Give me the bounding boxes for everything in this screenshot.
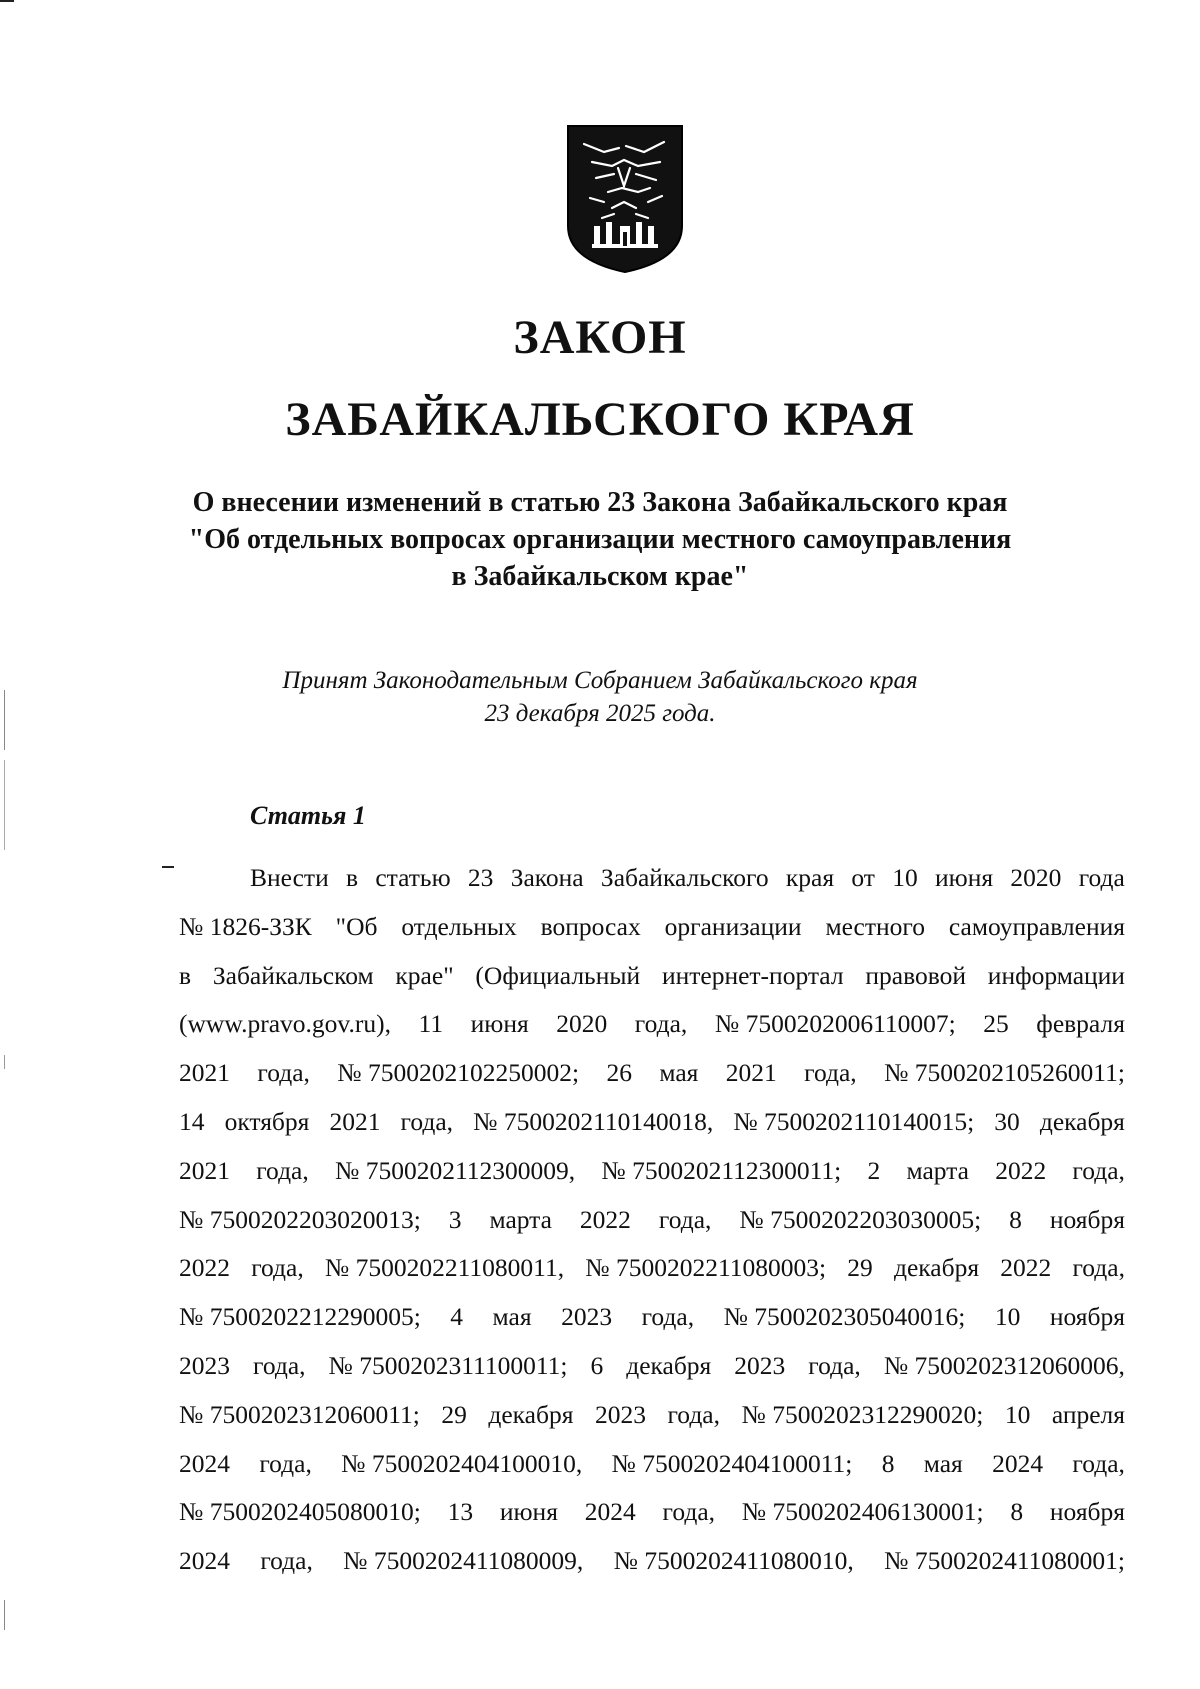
body-word: № 7500202006110007; — [714, 1009, 956, 1039]
body-word: 2022 — [179, 1253, 230, 1283]
body-word: года, — [804, 1058, 857, 1088]
body-word: года, — [257, 1058, 310, 1088]
body-word: информации — [987, 960, 1125, 990]
body-word: № 7500202112300011; — [601, 1155, 842, 1185]
body-word: мая — [659, 1058, 699, 1088]
body-word: года, — [400, 1106, 454, 1136]
subtitle-line: "Об отдельных вопросах организации местного самоуправления — [188, 524, 1012, 555]
body-word: 29 — [847, 1253, 873, 1283]
body-word: года, — [667, 1399, 720, 1429]
body-line — [179, 1293, 1125, 1342]
body-word: № 7500202102250002; — [337, 1058, 580, 1088]
body-word: интернет-портал — [661, 960, 844, 990]
body-word: Закона — [510, 863, 584, 892]
body-line — [179, 1244, 1125, 1293]
body-line — [179, 903, 1125, 952]
body-word: 10 — [892, 863, 918, 892]
body-word: декабря — [488, 1399, 574, 1429]
scan-mark — [4, 1055, 5, 1069]
body-word: № 7500202105260011; — [884, 1058, 1125, 1088]
body-word: 29 — [441, 1399, 467, 1429]
body-word: октября — [224, 1106, 310, 1136]
body-word: 2024 — [584, 1497, 636, 1527]
body-word: 2021 — [179, 1155, 230, 1185]
body-word: 3 — [448, 1204, 462, 1234]
body-word: года, — [259, 1448, 312, 1478]
body-word: года, — [1072, 1448, 1125, 1478]
body-word: № 7500202311100011; — [328, 1350, 568, 1380]
body-line — [179, 1147, 1125, 1196]
body-word: № 7500202404100011; — [611, 1448, 853, 1478]
body-word: мая — [492, 1302, 532, 1332]
body-word: правовой — [865, 960, 966, 990]
body-word: 2023 — [734, 1350, 786, 1380]
body-word: № 7500202406130001; — [741, 1497, 984, 1527]
body-word: июня — [470, 1009, 529, 1039]
body-word: 2020 — [556, 1009, 608, 1039]
body-word: самоуправления — [948, 911, 1125, 941]
body-word: Забайкальском — [212, 960, 374, 990]
body-line — [179, 1391, 1125, 1440]
body-word: 2023 — [594, 1399, 646, 1429]
body-word: "Об — [335, 911, 378, 941]
body-word: № 1826-ЗЗК — [179, 911, 312, 941]
body-line — [179, 952, 1125, 1001]
body-word: года, — [256, 1155, 309, 1185]
law-subtitle — [150, 484, 1050, 595]
body-line — [179, 1196, 1125, 1245]
body-word: 2023 — [561, 1302, 613, 1332]
body-word: 2022 — [995, 1155, 1047, 1185]
body-word: мая — [923, 1448, 963, 1478]
body-word: марта — [489, 1204, 552, 1234]
body-word: от — [851, 863, 875, 892]
scan-mark — [0, 0, 14, 2]
body-word: (www.pravo.gov.ru), — [179, 1009, 391, 1039]
body-word: вопросах — [540, 911, 641, 941]
body-word: 2022 — [1000, 1253, 1052, 1283]
body-word: 8 — [1010, 1497, 1024, 1527]
body-word: 13 — [447, 1497, 474, 1527]
body-word: № 7500202203030005; — [739, 1204, 982, 1234]
body-word: года, — [658, 1204, 712, 1234]
body-word: № 7500202312060006, — [883, 1350, 1125, 1380]
body-word: Внести — [250, 863, 329, 892]
body-word: 6 — [590, 1350, 604, 1380]
body-word: июня — [935, 863, 994, 892]
body-word: края — [785, 863, 835, 892]
body-word: 23 — [467, 863, 494, 892]
body-word: 26 — [606, 1058, 632, 1088]
body-word: апреля — [1051, 1399, 1125, 1429]
body-word: года, — [634, 1009, 688, 1039]
scan-mark — [4, 1600, 5, 1630]
body-word: № 7500202312290020; — [741, 1399, 984, 1429]
body-word: статью — [375, 863, 451, 892]
body-line — [179, 1000, 1125, 1049]
body-word: № 7500202411080009, — [343, 1546, 584, 1576]
body-word: № 7500202411080010, — [613, 1546, 854, 1576]
body-word: № 7500202404100010, — [341, 1448, 583, 1478]
body-word: 25 — [983, 1009, 1009, 1039]
body-word: № 7500202212290005; — [179, 1302, 421, 1332]
body-word: 8 — [881, 1448, 895, 1478]
scan-mark — [4, 690, 5, 750]
body-word: 2024 — [179, 1546, 230, 1576]
body-word: года — [1078, 863, 1125, 892]
body-word: года, — [808, 1350, 861, 1380]
body-line — [179, 854, 1125, 903]
body-word: 2024 — [179, 1448, 230, 1478]
subtitle-line: О внесении изменений в статью 23 Закона Забайкальского края — [192, 487, 1008, 518]
body-word: февраля — [1036, 1009, 1125, 1039]
body-word: (Официальный — [475, 960, 641, 990]
body-word: года, — [253, 1350, 306, 1380]
body-line — [179, 1440, 1125, 1489]
body-word: 2021 — [725, 1058, 777, 1088]
scan-mark — [4, 760, 5, 850]
body-word: № 7500202312060011; — [179, 1399, 420, 1429]
body-word: 2023 — [179, 1350, 230, 1380]
body-word: марта — [906, 1155, 969, 1185]
body-line — [179, 1342, 1125, 1391]
body-word: 2024 — [992, 1448, 1044, 1478]
adoption-line: 23 декабря 2025 года. — [484, 700, 716, 727]
body-word: 2022 — [579, 1204, 631, 1234]
body-word: года, — [251, 1253, 304, 1283]
body-word: июня — [499, 1497, 558, 1527]
body-word: 4 — [450, 1302, 464, 1332]
body-word: 2020 — [1010, 863, 1062, 892]
body-word: 10 — [1004, 1399, 1031, 1429]
body-word: организации — [664, 911, 802, 941]
body-line — [179, 1537, 1125, 1586]
article-body — [179, 854, 1125, 1586]
document-region: ЗАБАЙКАЛЬСКОГО КРАЯ — [285, 393, 915, 446]
body-word: 30 — [994, 1106, 1020, 1136]
body-line — [179, 1098, 1125, 1147]
body-word: ноября — [1049, 1302, 1125, 1332]
subtitle-line: в Забайкальском крае" — [451, 561, 749, 592]
body-word: № 7500202203020013; — [179, 1204, 421, 1234]
body-word: № 7500202405080010; — [179, 1497, 421, 1527]
body-word: декабря — [893, 1253, 980, 1283]
body-word: в — [346, 863, 359, 892]
body-word: ноября — [1049, 1204, 1125, 1234]
body-word: декабря — [1039, 1106, 1125, 1136]
body-word: № 7500202211080003; — [585, 1253, 827, 1283]
body-word: года, — [641, 1302, 695, 1332]
body-word: года, — [1072, 1155, 1125, 1185]
body-word: 2021 — [179, 1058, 230, 1088]
body-word: крае" — [395, 960, 454, 990]
body-word: года, — [1072, 1253, 1125, 1283]
adoption-line: Принят Законодательным Собранием Забайкальского края — [282, 667, 918, 694]
body-word: 8 — [1009, 1204, 1022, 1234]
body-word: № 7500202112300009, — [334, 1155, 576, 1185]
adoption-note — [150, 664, 1050, 730]
body-word: 14 — [179, 1106, 205, 1136]
body-word: Забайкальского — [600, 863, 769, 892]
body-word: 2 — [867, 1155, 881, 1185]
body-line — [179, 1488, 1125, 1537]
body-word: ноября — [1049, 1497, 1125, 1527]
body-word: декабря — [626, 1350, 712, 1380]
body-word: года, — [260, 1546, 313, 1576]
body-word: № 7500202411080001; — [884, 1546, 1125, 1576]
body-word: № 7500202110140018, — [473, 1106, 714, 1136]
body-word: 11 — [418, 1009, 444, 1039]
document-title: ЗАКОН — [513, 311, 687, 364]
body-word: № 7500202211080011, — [324, 1253, 565, 1283]
body-line — [179, 1049, 1125, 1098]
body-word: отдельных — [401, 911, 517, 941]
coat-of-arms-icon — [564, 122, 686, 274]
body-word: года, — [662, 1497, 716, 1527]
article-heading: Статья 1 — [250, 801, 366, 830]
body-word: в — [179, 960, 192, 990]
body-word: № 7500202305040016; — [723, 1302, 966, 1332]
body-word: 10 — [994, 1302, 1021, 1332]
body-word: 2021 — [329, 1106, 381, 1136]
body-word: местного — [825, 911, 925, 941]
body-word: № 7500202110140015; — [733, 1106, 975, 1136]
scan-mark — [162, 866, 174, 868]
